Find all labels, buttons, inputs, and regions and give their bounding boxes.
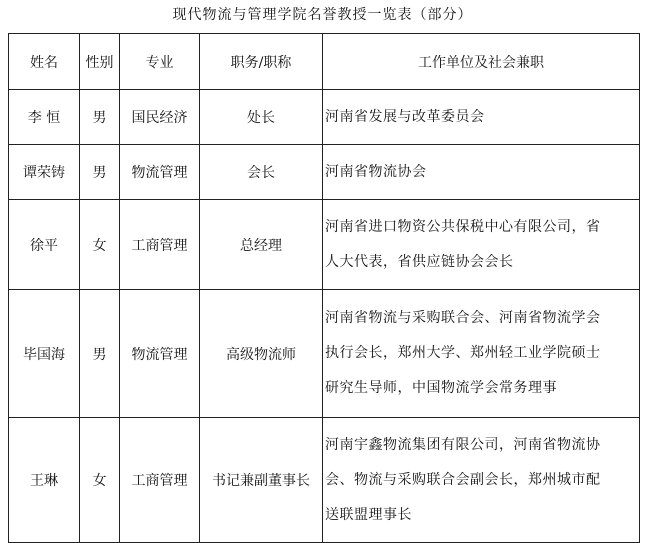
table-row xyxy=(9,145,640,200)
cell-name: 毕国海 xyxy=(9,290,80,418)
cell-gender: 女 xyxy=(80,200,120,290)
cell-work-unit xyxy=(323,290,640,418)
cell-position: 处长 xyxy=(200,90,323,145)
work-line: 执行会长，郑州大学、郑州轻工业学院硕士 xyxy=(325,345,601,361)
cell-major: 国民经济 xyxy=(120,90,200,145)
cell-major: 物流管理 xyxy=(120,145,200,200)
cell-position: 会长 xyxy=(200,145,323,200)
header-work-unit: 工作单位及社会兼职 xyxy=(323,34,640,90)
cell-work-unit xyxy=(323,200,640,290)
cell-work-unit xyxy=(323,418,640,543)
cell-major: 工商管理 xyxy=(120,418,200,543)
cell-gender: 男 xyxy=(80,90,120,145)
document-title: 现代物流与管理学院名誉教授一览表（部分） xyxy=(172,7,473,23)
cell-gender: 男 xyxy=(80,145,120,200)
cell-name: 王琳 xyxy=(9,418,80,543)
cell-name: 徐平 xyxy=(9,200,80,290)
work-line: 会、物流与采购联合会副会长，郑州城市配 xyxy=(325,471,601,488)
table-row xyxy=(9,200,640,290)
work-line: 研究生导师，中国物流学会常务理事 xyxy=(325,380,557,396)
work-line: 河南宇鑫物流集团有限公司，河南省物流协 xyxy=(325,436,601,453)
cell-gender: 女 xyxy=(80,418,120,543)
cell-position: 总经理 xyxy=(200,200,323,290)
table-header-row xyxy=(9,34,640,90)
cell-position: 书记兼副董事长 xyxy=(200,418,323,543)
cell-major: 物流管理 xyxy=(120,290,200,418)
work-line: 人大代表，省供应链协会会长 xyxy=(325,253,514,270)
cell-work-unit xyxy=(323,90,640,145)
work-line: 河南省物流与采购联合会、河南省物流学会 xyxy=(325,310,601,326)
work-line: 送联盟理事长 xyxy=(325,506,412,523)
header-name: 姓名 xyxy=(9,34,80,90)
work-line: 河南省物流协会 xyxy=(325,163,427,180)
cell-gender: 男 xyxy=(80,290,120,418)
header-gender: 性别 xyxy=(80,34,120,90)
table-row xyxy=(9,418,640,543)
cell-major: 工商管理 xyxy=(120,200,200,290)
table-row xyxy=(9,290,640,418)
cell-work-unit xyxy=(323,145,640,200)
cell-position: 高级物流师 xyxy=(200,290,323,418)
cell-name: 谭荣铸 xyxy=(9,145,80,200)
work-line: 河南省发展与改革委员会 xyxy=(325,108,485,125)
professors-table xyxy=(8,33,640,543)
work-line: 河南省进口物资公共保税中心有限公司，省 xyxy=(325,218,601,235)
table-row xyxy=(9,90,640,145)
header-major: 专业 xyxy=(120,34,200,90)
header-position: 职务/职称 xyxy=(200,34,323,90)
cell-name: 李 恒 xyxy=(9,90,80,145)
